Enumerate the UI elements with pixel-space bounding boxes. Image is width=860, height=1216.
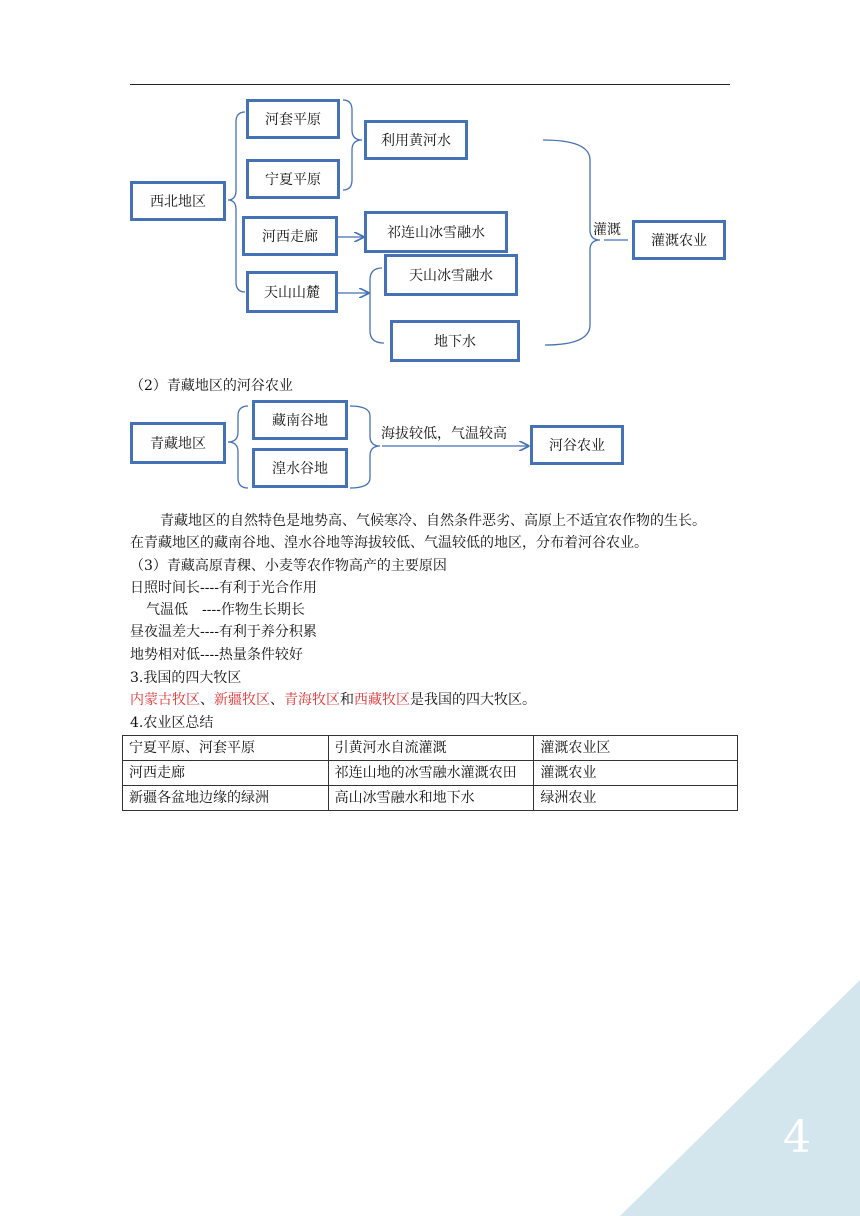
source-yellow-river: 利用黄河水: [364, 120, 468, 160]
table-cell: 绿洲农业: [534, 786, 738, 811]
separator: 和: [340, 692, 354, 708]
area-ningxia: 宁夏平原: [246, 159, 340, 199]
area-hetao: 河套平原: [246, 99, 340, 139]
pastures-tail: 是我国的四大牧区。: [410, 692, 536, 708]
table-cell: 灌溉农业区: [534, 736, 738, 761]
reason-1: 日照时间长----有利于光合作用: [130, 580, 317, 596]
section2-heading: （2）青藏地区的河谷农业: [130, 378, 293, 394]
reason-3: 昼夜温差大----有利于养分积累: [130, 624, 317, 640]
area-hexi: 河西走廊: [242, 216, 338, 256]
reason-4: 地势相对低----热量条件较好: [130, 647, 303, 663]
paragraph-line-2: 在青藏地区的藏南谷地、湟水谷地等海拔较低、气温较低的地区，分布着河谷农业。: [130, 535, 648, 551]
source-qilian-snowmelt: 祁连山冰雪融水: [364, 211, 508, 253]
separator: 、: [200, 692, 214, 708]
label-condition: 海拔较低，气温较高: [381, 426, 507, 442]
table-cell: 宁夏平原、河套平原: [123, 736, 329, 761]
table-cell: 引黄河水自流灌溉: [328, 736, 534, 761]
pasture-neimenggu: 内蒙古牧区: [130, 692, 200, 708]
source-tianshan-snowmelt: 天山冰雪融水: [384, 254, 518, 296]
area-huangshui: 湟水谷地: [252, 448, 348, 488]
paragraph-line-1: 青藏地区的自然特色是地势高、气候寒冷、自然条件恶劣、高原上不适宜农作物的生长。: [160, 513, 706, 529]
pasture-qinghai: 青海牧区: [284, 692, 340, 708]
table-cell: 灌溉农业: [534, 761, 738, 786]
summary-heading: 4.农业区总结: [130, 715, 214, 731]
reason-2: 气温低 ----作物生长期长: [146, 602, 305, 618]
table-cell: 河西走廊: [123, 761, 329, 786]
region-qingzang: 青藏地区: [130, 422, 226, 464]
pastures-heading: 3.我国的四大牧区: [130, 670, 242, 686]
pasture-xizang: 西藏牧区: [354, 692, 410, 708]
table-cell: 祁连山地的冰雪融水灌溉农田: [328, 761, 534, 786]
result-irrigation-agriculture: 灌溉农业: [632, 220, 726, 260]
region-northwest: 西北地区: [130, 181, 226, 221]
label-irrigation: 灌溉: [593, 222, 621, 238]
area-tianshan: 天山山麓: [246, 271, 338, 313]
source-groundwater: 地下水: [390, 320, 520, 362]
pasture-xinjiang: 新疆牧区: [214, 692, 270, 708]
page-number: 4: [783, 1112, 811, 1163]
section3-heading: （3）青藏高原青稞、小麦等农作物高产的主要原因: [130, 558, 447, 574]
table-cell: 高山冰雪融水和地下水: [328, 786, 534, 811]
area-zangnan: 藏南谷地: [252, 400, 348, 440]
separator: 、: [270, 692, 284, 708]
table-cell: 新疆各盆地边缘的绿洲: [123, 786, 329, 811]
result-valley-agriculture: 河谷农业: [530, 425, 624, 465]
